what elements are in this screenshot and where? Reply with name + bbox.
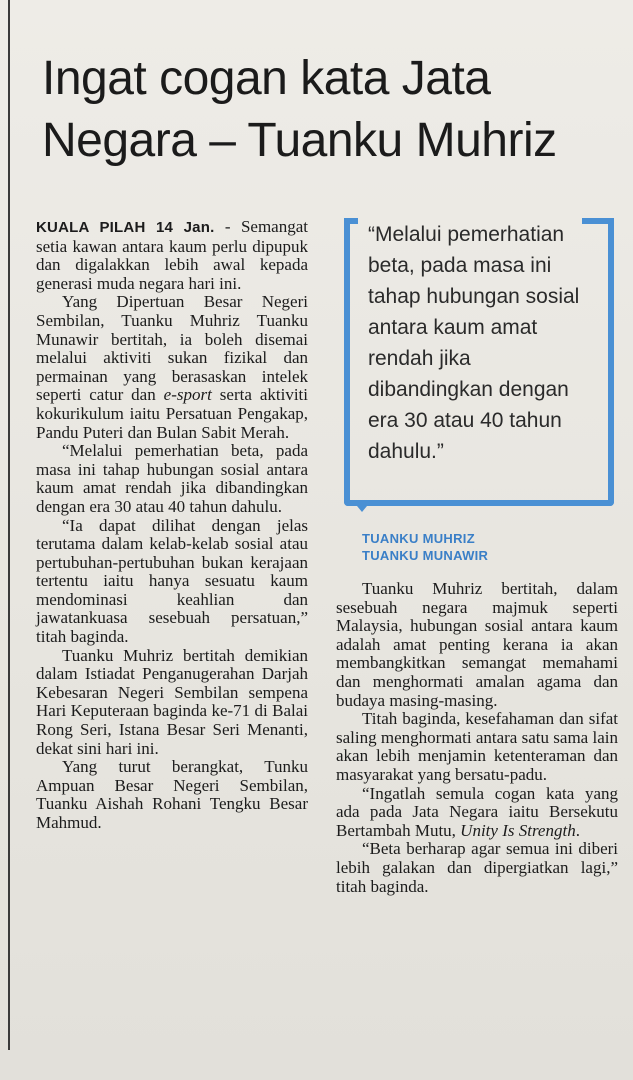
paragraph-text: - Semangat setia kawan antara kaum perlu dipupuk dan digalakkan lebih awal kepada generasi muda negara hari ini. [36, 217, 308, 293]
article-paragraph-1 [36, 218, 308, 293]
article-paragraph-2 [36, 293, 308, 442]
attribution-line-2: TUANKU MUNAWIR [362, 548, 489, 563]
dateline: KUALA PILAH 14 Jan. [36, 219, 215, 236]
paragraph-text: Yang Dipertuan Besar Negeri Sembilan, Tuanku Muhriz Tuanku Munawir bertitah, ia boleh disemai melalui aktiviti sukan fizikal dan permainan yang berasaskan intelek seperti catur dan [36, 292, 308, 405]
article-column-right [336, 580, 618, 896]
italic-term: Unity Is Strength [460, 820, 576, 840]
pull-quote-attribution [362, 530, 602, 564]
article-column-left [36, 218, 308, 833]
paragraph-text: “Ingatlah semula cogan kata yang ada pada Jata Negara iaitu Bersekutu Bertambah Mutu, [336, 783, 618, 840]
paragraph-text: . [575, 820, 580, 840]
attribution-line-1: TUANKU MUHRIZ [362, 531, 475, 546]
pull-quote-text: “Melalui pemerhatian beta, pada masa ini tahap hubungan sosial antara kaum amat rendah jika dibandingkan dengan era 30 atau 40 tahun dahulu.” [368, 223, 580, 463]
article-paragraph-6: Yang turut berangkat, Tunku Ampuan Besar Negeri Sembilan, Tuanku Aishah Rohani Tengku Besar Mahmud. [36, 757, 308, 832]
article-paragraph-3: “Melalui pemerhatian beta, pada masa ini tahap hubungan sosial antara kaum amat rendah jika dibandingkan dengan era 30 atau 40 tahun dahulu. [36, 441, 308, 516]
article-paragraph-4: “Ia dapat dilihat dengan jelas terutama dalam kelab-kelab sosial atau pertubuhan-pertubuhan bukan kerajaan tertentu iaitu hanya sesuatu kaum mendominasi keahlian dan jawatankuasa sesebuah persatuan,” titah baginda. [36, 515, 308, 647]
headline-line-1: Ingat cogan kata Jata [42, 52, 491, 105]
article-paragraph-5: Tuanku Muhriz bertitah demikian dalam Istiadat Penganugerahan Darjah Kebesaran Negeri Sembilan sempena Hari Keputeraan baginda ke-71 di Balai Rong Seri, Istana Besar Seri Menanti, dekat sini hari ini. [36, 645, 308, 758]
speech-bubble-tail-icon [352, 500, 372, 512]
article-paragraph-10: “Beta berharap agar semua ini diberi lebih galakan dan dipergiatkan lagi,” titah baginda. [336, 839, 618, 896]
headline-line-2: Negara – Tuanku Muhriz [42, 114, 557, 167]
column-rule [8, 0, 10, 1050]
article-headline [42, 48, 622, 172]
article-paragraph-7: Tuanku Muhriz bertitah, dalam sesebuah negara majmuk seperti Malaysia, hubungan sosial antara kaum adalah amat penting kerana ia akan membangkitkan semangat memahami dan menghormati amalan agama dan budaya masing-masing. [336, 579, 618, 710]
article-paragraph-8: Titah baginda, kesefahaman dan sifat saling menghormati antara satu sama lain akan lebih menjamin ketenteraman dan masyarakat yang bersatu-padu. [336, 709, 618, 784]
italic-term: e-sport [163, 385, 212, 405]
pull-quote-corner [344, 218, 358, 224]
article-paragraph-9 [336, 785, 618, 841]
paragraph-text: serta aktiviti kokurikulum iaitu Persatuan Pengakap, Pandu Puteri dan Bulan Sabit Merah. [36, 385, 308, 442]
